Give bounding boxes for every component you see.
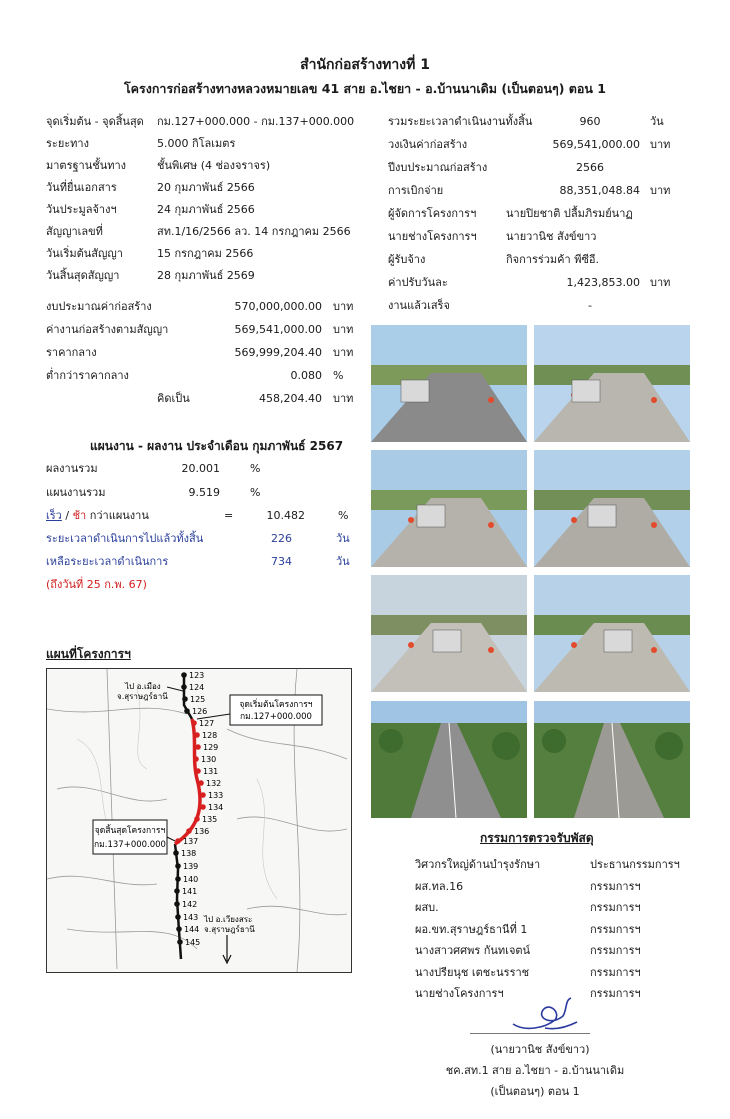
committee-role: กรรมการฯ — [590, 987, 641, 1000]
committee-role: กรรมการฯ — [590, 965, 641, 979]
construction-photo — [371, 575, 527, 692]
committee-member: วิศวกรใหญ่ด้านบำรุงรักษา — [415, 858, 541, 871]
map-drawing — [47, 669, 351, 972]
slash: / — [61, 509, 73, 522]
construction-photo — [534, 701, 690, 818]
info-value: 24 กุมภาพันธ์ 2566 — [157, 203, 255, 216]
budget-unit: บาท — [333, 346, 354, 359]
info-value: 569,541,000.00 — [552, 138, 640, 151]
km-marker — [182, 696, 188, 702]
end-callout-line2: กม.137+000.000 — [94, 840, 166, 850]
construction-photo — [371, 450, 527, 567]
km-marker — [195, 768, 201, 774]
to-north-line1: ไป อ.เมือง — [125, 682, 161, 691]
km-marker — [195, 744, 201, 750]
project-map — [46, 668, 352, 973]
remaining-value: 734 — [271, 555, 292, 568]
project-section-route — [175, 719, 200, 844]
progress-heading: แผนงาน - ผลงาน ประจำเดือน กุมภาพันธ์ 2567 — [90, 439, 344, 453]
km-marker — [200, 792, 206, 798]
budget-value: 569,541,000.00 — [234, 323, 322, 336]
info-value: สท.1/16/2566 ลว. 14 กรกฎาคม 2566 — [157, 225, 351, 238]
km-marker — [194, 816, 200, 822]
as-of-date: (ถึงวันที่ 25 ก.พ. 67) — [46, 578, 147, 591]
km-marker — [174, 888, 180, 894]
info-label: ระยะทาง — [46, 137, 89, 150]
budget-label: ราคากลาง — [46, 346, 97, 359]
info-label: ผู้จัดการโครงการฯ — [388, 207, 477, 220]
km-label: 145 — [185, 938, 201, 947]
info-unit: บาท — [650, 276, 671, 289]
info-value: 2566 — [576, 161, 604, 174]
km-marker — [175, 914, 181, 920]
info-label: วงเงินค่าก่อสร้าง — [388, 138, 468, 151]
km-marker — [184, 708, 190, 714]
fast-label: เร็ว — [46, 509, 62, 522]
project-subtitle: โครงการก่อสร้างทางหลวงหมายเลข 41 สาย อ.ไชยา - อ.บ้านนาเดิม (เป็นตอนๆ) ตอน 1 — [123, 81, 607, 96]
to-south-line2: จ.สุราษฎร์ธานี — [204, 925, 255, 934]
elapsed-value: 226 — [271, 532, 292, 545]
elapsed-label: ระยะเวลาดำเนินการไปแล้วทั้งสิ้น — [46, 532, 204, 545]
km-label: 130 — [201, 755, 217, 764]
construction-photo — [371, 701, 527, 818]
budget-unit: บาท — [333, 300, 354, 313]
committee-role: กรรมการฯ — [590, 944, 641, 957]
committee-member: ผสบ. — [415, 901, 439, 914]
signer-name: (นายวานิช สังข์ขาว) — [490, 1043, 590, 1056]
km-label: 129 — [203, 743, 219, 752]
km-marker — [194, 732, 200, 738]
signer-position-2: (เป็นตอนๆ) ตอน 1 — [490, 1085, 580, 1098]
info-value: นายปิยชาติ ปลื้มภิรมย์นาฏ — [506, 207, 633, 220]
budget-unit: % — [333, 369, 344, 382]
km-label: 134 — [208, 803, 224, 812]
km-label: 139 — [183, 862, 199, 871]
start-callout-line1: จุดเริ่มต้นโครงการฯ — [239, 700, 313, 710]
equals-sign: = — [224, 509, 234, 522]
info-value: 960 — [579, 115, 601, 128]
info-label: วันประมูลจ้างฯ — [46, 203, 117, 216]
construction-photo — [534, 450, 690, 567]
km-marker — [174, 901, 180, 907]
committee-member: ผส.ทล.16 — [415, 879, 464, 893]
info-label: มาตรฐานชั้นทาง — [46, 159, 127, 172]
info-value: กม.127+000.000 - กม.137+000.000 — [157, 115, 355, 128]
actual-value: 20.001 — [181, 462, 220, 475]
fast-slow-line — [46, 508, 149, 524]
committee-member: นางปรียนุช เตชะนรราช — [415, 965, 530, 979]
km-label: 140 — [183, 875, 199, 884]
km-label: 125 — [190, 695, 206, 704]
km-marker — [191, 720, 197, 726]
info-label: วันเริ่มต้นสัญญา — [46, 247, 123, 260]
diff-value: 10.482 — [266, 509, 305, 522]
info-value: นายวานิช สังข์ขาว — [506, 230, 597, 243]
signature — [505, 992, 585, 1034]
page-title: สำนักก่อสร้างทางที่ 1 — [300, 57, 430, 73]
actual-unit: % — [250, 462, 261, 475]
budget-label: ต่ำกว่าราคากลาง — [46, 369, 129, 382]
km-label: 131 — [203, 767, 219, 776]
actual-label: ผลงานรวม — [46, 462, 98, 475]
start-callout-line2: กม.127+000.000 — [240, 712, 312, 722]
info-value: 20 กุมภาพันธ์ 2566 — [157, 181, 255, 194]
construction-photo — [534, 325, 690, 442]
km-label: 138 — [181, 849, 197, 858]
km-label: 142 — [182, 900, 198, 909]
km-label: 136 — [194, 827, 210, 836]
info-value: กิจการร่วมค้า พีซีอี. — [506, 253, 600, 266]
info-label: รวมระยะเวลาดำเนินงานทั้งสิ้น — [388, 115, 533, 128]
committee-member: ผอ.ขท.สุราษฎร์ธานีที่ 1 — [415, 922, 528, 936]
budget-value: 570,000,000.00 — [234, 300, 322, 313]
plan-label: แผนงานรวม — [46, 486, 106, 499]
budget-label: งบประมาณค่าก่อสร้าง — [46, 300, 152, 313]
info-label: ผู้รับจ้าง — [388, 253, 426, 266]
info-value: 88,351,048.84 — [559, 184, 640, 197]
budget-label: คิดเป็น — [157, 392, 190, 405]
km-label: 135 — [202, 815, 218, 824]
committee-member: นางสาวศศพร กันทเจตน์ — [415, 944, 531, 957]
info-label: ค่าปรับวันละ — [388, 276, 448, 289]
vs-plan-label: กว่าแผนงาน — [86, 509, 149, 522]
km-label: 141 — [182, 887, 198, 896]
km-marker — [200, 804, 206, 810]
km-marker — [175, 863, 181, 869]
info-label: การเบิกจ่าย — [388, 184, 444, 197]
km-label: 143 — [183, 913, 199, 922]
info-label: จุดเริ่มต้น - จุดสิ้นสุด — [46, 115, 144, 128]
info-value: 28 กุมภาพันธ์ 2569 — [157, 269, 255, 282]
committee-member: นายช่างโครงการฯ — [415, 987, 504, 1000]
info-unit: บาท — [650, 184, 671, 197]
to-south-line1: ไป อ.เวียงสระ — [204, 915, 253, 924]
info-label: วันสิ้นสุดสัญญา — [46, 269, 120, 282]
info-label: งานแล้วเสร็จ — [388, 299, 450, 312]
info-label: สัญญาเลขที่ — [46, 225, 103, 238]
km-label: 128 — [202, 731, 218, 740]
construction-photo — [534, 575, 690, 692]
info-value: 5.000 กิโลเมตร — [157, 137, 236, 150]
km-marker — [181, 684, 187, 690]
map-heading: แผนที่โครงการฯ — [46, 647, 131, 661]
info-label: ปีงบประมาณก่อสร้าง — [388, 161, 488, 174]
budget-label: ค่างานก่อสร้างตามสัญญา — [46, 323, 169, 336]
committee-role: กรรมการฯ — [590, 922, 641, 936]
km-marker — [193, 756, 199, 762]
km-marker — [186, 828, 192, 834]
budget-unit: บาท — [333, 323, 354, 336]
km-label: 133 — [208, 791, 224, 800]
diff-unit: % — [338, 509, 349, 522]
committee-heading: กรรมการตรวจรับพัสดุ — [480, 831, 594, 845]
committee-role: ประธานกรรมการฯ — [590, 858, 680, 871]
km-label: 124 — [189, 683, 205, 692]
committee-role: กรรมการฯ — [590, 879, 641, 893]
km-marker — [176, 926, 182, 932]
info-value: 15 กรกฎาคม 2566 — [157, 247, 254, 260]
elapsed-unit: วัน — [336, 532, 350, 545]
plan-unit: % — [250, 486, 261, 499]
slow-label: ช้า — [72, 509, 87, 522]
km-label: 132 — [206, 779, 222, 788]
budget-value: 458,204.40 — [259, 392, 322, 405]
info-value: ชั้นพิเศษ (4 ช่องจราจร) — [157, 159, 271, 172]
remaining-unit: วัน — [336, 555, 350, 568]
km-marker — [175, 876, 181, 882]
plan-value: 9.519 — [188, 486, 220, 499]
info-value: - — [588, 299, 592, 312]
signature-line — [470, 1033, 590, 1034]
km-label: 123 — [189, 671, 205, 680]
info-label: วันที่ยื่นเอกสาร — [46, 181, 117, 194]
info-value: 1,423,853.00 — [566, 276, 640, 289]
km-label: 144 — [184, 925, 200, 934]
budget-value: 0.080 — [290, 369, 322, 382]
info-unit: บาท — [650, 138, 671, 151]
km-label: 126 — [192, 707, 208, 716]
budget-unit: บาท — [333, 392, 354, 405]
km-marker — [173, 850, 179, 856]
km-marker — [181, 672, 187, 678]
info-label: นายช่างโครงการฯ — [388, 230, 477, 243]
km-marker — [198, 780, 204, 786]
to-north-line2: จ.สุราษฎร์ธานี — [117, 692, 168, 701]
km-marker — [177, 939, 183, 945]
km-label: 127 — [199, 719, 215, 728]
remaining-label: เหลือระยะเวลาดำเนินการ — [46, 555, 169, 568]
km-label: 137 — [183, 837, 199, 846]
km-marker — [175, 838, 181, 844]
end-callout-line1: จุดสิ้นสุดโครงการฯ — [94, 826, 166, 836]
signer-position-1: ชค.สท.1 สาย อ.ไชยา - อ.บ้านนาเดิม — [445, 1064, 625, 1077]
info-unit: วัน — [650, 115, 664, 128]
construction-photo — [371, 325, 527, 442]
budget-value: 569,999,204.40 — [234, 346, 322, 359]
committee-role: กรรมการฯ — [590, 901, 641, 914]
